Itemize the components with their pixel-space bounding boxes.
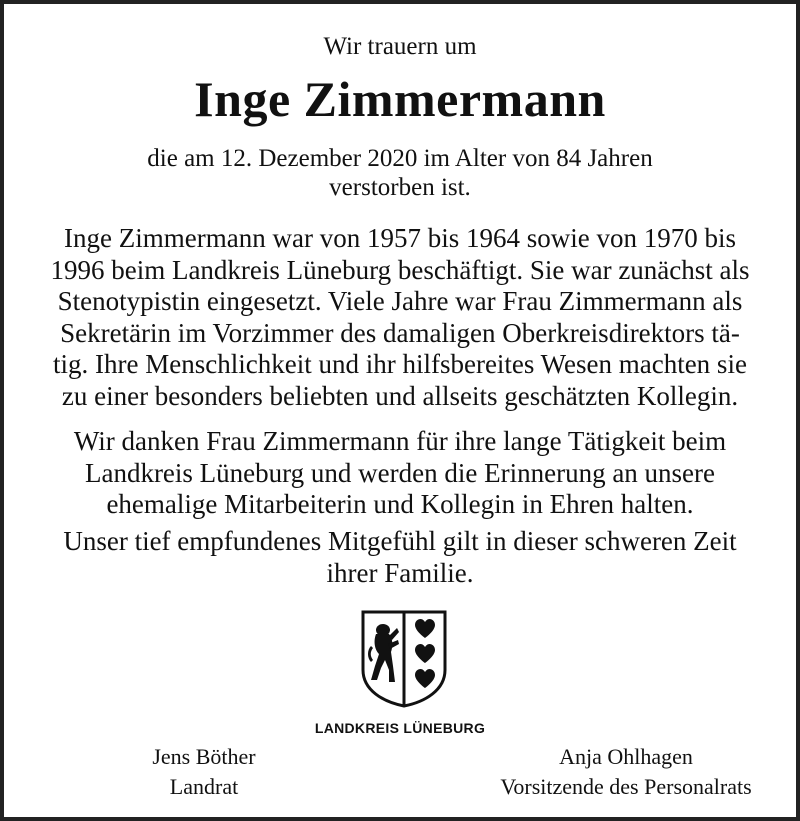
paragraph-line: Stenotypistin eingesetzt. Viele Jahre war Frau Zimmermann als bbox=[57, 286, 743, 316]
coat-of-arms-icon bbox=[359, 608, 449, 708]
paragraph-line: tig. Ihre Menschlichkeit und ihr hilfsbereites Wesen machten sie bbox=[53, 349, 747, 379]
paragraph-line: zu einer besonders beliebten und allseits geschätzten Kollegin. bbox=[61, 380, 739, 411]
thanks-paragraph bbox=[4, 426, 796, 521]
signatory-name: Anja Ohlhagen bbox=[559, 744, 693, 769]
paragraph-line: 1996 beim Landkreis Lüneburg beschäftigt. Sie war zunächst als bbox=[50, 254, 750, 285]
signatory-role: Landrat bbox=[169, 774, 239, 799]
paragraph-line: ehemalige Mitarbeiterin und Kollegin in Ehren halten. bbox=[106, 489, 694, 519]
death-line: verstorben ist. bbox=[329, 174, 471, 201]
paragraph-line: Landkreis Lüneburg und werden die Erinnerung an unsere bbox=[84, 457, 716, 488]
signatory-role: Vorsitzende des Personalrats bbox=[500, 774, 752, 799]
condolence-paragraph bbox=[4, 526, 796, 589]
intro-line: Wir trauern um bbox=[323, 33, 477, 60]
signatory-landrat bbox=[104, 742, 304, 802]
deceased-name: Inge Zimmermann bbox=[194, 71, 606, 127]
death-line: die am 12. Dezember 2020 im Alter von 84 Jahren bbox=[147, 145, 653, 172]
paragraph-line: Sekretärin im Vorzimmer des damaligen Oberkreisdirektors tä- bbox=[60, 317, 740, 348]
career-paragraph bbox=[18, 223, 782, 412]
death-statement bbox=[4, 144, 796, 202]
paragraph-line: Unser tief empfundenes Mitgefühl gilt in dieser schweren Zeit bbox=[63, 526, 737, 556]
signatory-name: Jens Böther bbox=[152, 744, 256, 769]
organization-name: LANDKREIS LÜNEBURG bbox=[314, 720, 486, 736]
signatory-personalrat bbox=[456, 742, 796, 802]
paragraph-line: ihrer Familie. bbox=[326, 557, 474, 588]
paragraph-line: Wir danken Frau Zimmermann für ihre lange Tätigkeit beim bbox=[73, 426, 727, 456]
paragraph-line: Inge Zimmermann war von 1957 bis 1964 sowie von 1970 bis bbox=[64, 223, 736, 253]
